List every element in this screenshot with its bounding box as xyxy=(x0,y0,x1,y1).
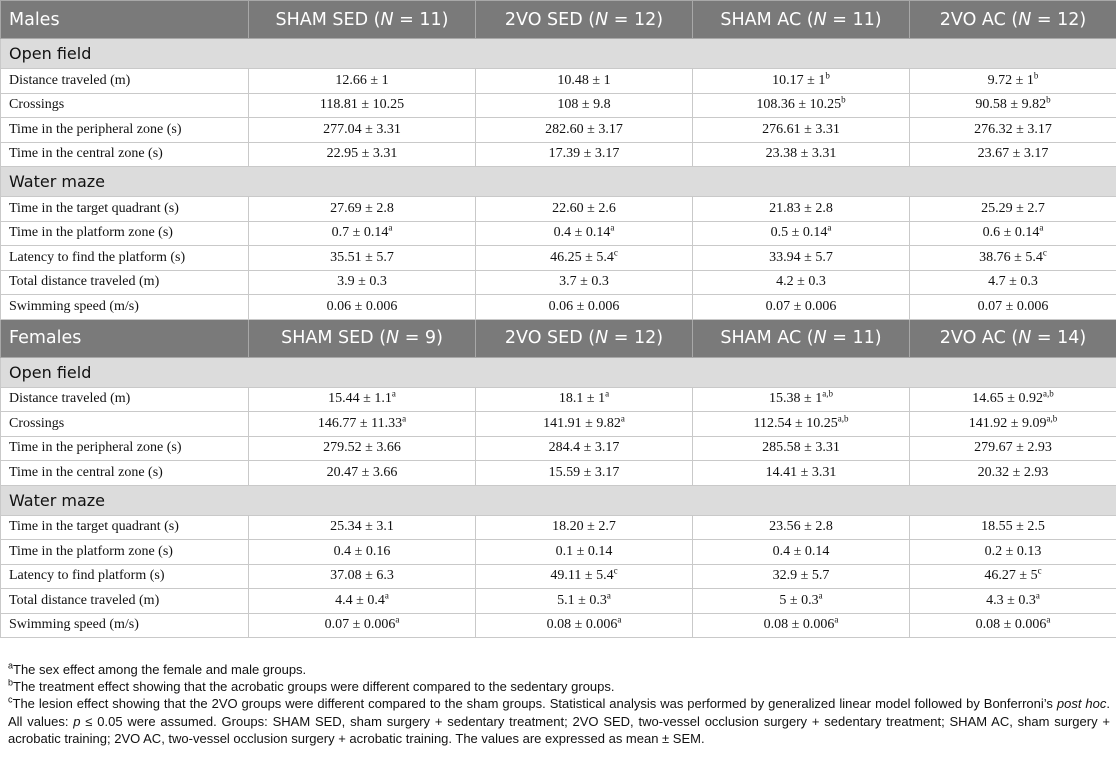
value-cell xyxy=(910,142,1116,167)
value: 9.72 ± 1 xyxy=(987,72,1034,88)
value-cell xyxy=(249,461,476,486)
table-row xyxy=(1,246,1116,271)
row-label: Crossings xyxy=(1,412,249,437)
value: 10.17 ± 1 xyxy=(772,72,826,88)
value: 20.32 ± 2.93 xyxy=(977,464,1049,480)
value-cell xyxy=(910,436,1116,461)
value-cell xyxy=(249,515,476,540)
value: 15.38 ± 1 xyxy=(769,391,823,407)
value-cell xyxy=(693,221,910,246)
n-close: ) xyxy=(436,328,443,348)
row-label: Total distance traveled (m) xyxy=(1,270,249,295)
value-cell xyxy=(476,564,693,589)
significance-mark: a xyxy=(388,222,393,233)
value-cell xyxy=(693,613,910,638)
value-cell xyxy=(476,613,693,638)
value: 49.11 ± 5.4 xyxy=(550,568,614,584)
n-letter: N xyxy=(1018,9,1032,30)
value-cell xyxy=(910,461,1116,486)
value: 118.81 ± 10.25 xyxy=(319,97,405,113)
value: 20.47 ± 3.66 xyxy=(326,464,398,480)
n-count: 14 xyxy=(1057,328,1080,348)
value-cell xyxy=(249,118,476,143)
value-cell xyxy=(249,246,476,271)
value-cell xyxy=(476,142,693,167)
value-cell xyxy=(249,436,476,461)
value-cell xyxy=(693,540,910,565)
value: 0.7 ± 0.14 xyxy=(331,225,389,241)
group-name: 2VO SED ( xyxy=(504,328,596,348)
significance-mark: a,b xyxy=(1046,413,1058,424)
n-letter: N xyxy=(595,328,609,348)
value-cell xyxy=(693,118,910,143)
value-cell xyxy=(910,387,1116,412)
footnote-b: $^b$The treatment effect showing that the acrobatic groups were different compared to the sedentary groups. xyxy=(8,677,615,695)
column-header xyxy=(249,319,476,357)
section-row xyxy=(1,167,1116,197)
value-cell xyxy=(910,118,1116,143)
row-label: Time in the central zone (s) xyxy=(1,461,249,486)
value: 14.41 ± 3.31 xyxy=(765,464,837,480)
value: 3.7 ± 0.3 xyxy=(559,274,609,290)
value: 18.1 ± 1 xyxy=(558,391,606,407)
value: 279.67 ± 2.93 xyxy=(974,440,1052,456)
row-label: Time in the peripheral zone (s) xyxy=(1,118,249,143)
value-cell xyxy=(249,270,476,295)
n-close: ) xyxy=(874,9,882,30)
significance-mark: b xyxy=(1033,70,1039,81)
value: 35.51 ± 5.7 xyxy=(330,249,394,265)
table-row xyxy=(1,221,1116,246)
value: 285.58 ± 3.31 xyxy=(762,440,840,456)
n-equals: = xyxy=(399,328,425,348)
value-cell xyxy=(910,246,1116,271)
significance-mark: a xyxy=(1046,614,1051,625)
value-cell xyxy=(693,142,910,167)
significance-mark: b xyxy=(841,94,846,105)
row-label: Time in the platform zone (s) xyxy=(1,540,249,565)
significance-mark: a xyxy=(605,388,610,399)
value: 17.39 ± 3.17 xyxy=(548,146,620,162)
value: 5 ± 0.3 xyxy=(779,592,819,608)
footnote-a: $^a$The sex effect among the female and male groups. xyxy=(8,660,307,677)
value-cell xyxy=(910,564,1116,589)
n-equals: = xyxy=(826,9,853,30)
value-cell xyxy=(476,436,693,461)
value-cell xyxy=(476,540,693,565)
value-cell xyxy=(249,69,476,94)
value: 12.66 ± 1 xyxy=(335,72,389,88)
value-cell xyxy=(693,387,910,412)
value: 5.1 ± 0.3 xyxy=(557,592,607,608)
row-label: Time in the platform zone (s) xyxy=(1,221,249,246)
significance-mark: a xyxy=(402,413,407,424)
row-label: Swimming speed (m/s) xyxy=(1,613,249,638)
row-label: Latency to find the platform (s) xyxy=(1,246,249,271)
value: 22.95 ± 3.31 xyxy=(326,146,398,162)
value: 23.56 ± 2.8 xyxy=(769,519,833,535)
value: 279.52 ± 3.66 xyxy=(323,440,401,456)
n-equals: = xyxy=(1031,9,1058,30)
value: 108 ± 9.8 xyxy=(557,97,611,113)
n-equals: = xyxy=(393,9,420,30)
footnotes xyxy=(8,661,1110,747)
value: 276.61 ± 3.31 xyxy=(762,121,840,137)
table-row xyxy=(1,93,1116,118)
significance-mark: a xyxy=(395,614,400,625)
n-letter: N xyxy=(380,9,394,30)
value: 141.92 ± 9.09 xyxy=(968,415,1047,431)
value-cell xyxy=(249,564,476,589)
n-close: ) xyxy=(441,9,449,30)
value: 0.08 ± 0.006 xyxy=(763,617,835,633)
value-cell xyxy=(910,540,1116,565)
value: 3.9 ± 0.3 xyxy=(337,274,387,290)
females-header-row xyxy=(1,319,1116,357)
value: 22.60 ± 2.6 xyxy=(552,200,616,216)
value-cell xyxy=(910,589,1116,614)
value: 23.67 ± 3.17 xyxy=(977,146,1049,162)
value-cell xyxy=(476,93,693,118)
row-label: Crossings xyxy=(1,93,249,118)
significance-mark: a xyxy=(834,614,839,625)
row-label: Time in the peripheral zone (s) xyxy=(1,436,249,461)
value-cell xyxy=(476,589,693,614)
value-cell xyxy=(693,93,910,118)
n-count: 9 xyxy=(424,328,437,348)
value-cell xyxy=(249,540,476,565)
value-cell xyxy=(693,564,910,589)
value: 0.07 ± 0.006 xyxy=(324,617,396,633)
value: 14.65 ± 0.92 xyxy=(972,391,1043,407)
n-letter: N xyxy=(813,328,827,348)
n-close: ) xyxy=(1079,9,1087,30)
value-cell xyxy=(476,270,693,295)
section-title: Open field xyxy=(1,39,1116,69)
value-cell xyxy=(249,589,476,614)
significance-mark: b xyxy=(1046,94,1051,105)
value: 25.29 ± 2.7 xyxy=(981,200,1045,216)
n-equals: = xyxy=(608,9,634,30)
value-cell xyxy=(249,412,476,437)
value: 0.5 ± 0.14 xyxy=(770,225,828,241)
n-letter: N xyxy=(386,328,400,348)
n-count: 12 xyxy=(1057,9,1080,30)
value: 18.20 ± 2.7 xyxy=(552,519,616,535)
n-equals: = xyxy=(826,328,853,348)
value: 15.59 ± 3.17 xyxy=(548,464,620,480)
value: 10.48 ± 1 xyxy=(557,72,611,88)
value-cell xyxy=(693,589,910,614)
table-row xyxy=(1,387,1116,412)
value: 282.60 ± 3.17 xyxy=(545,121,623,137)
value-cell xyxy=(476,515,693,540)
value: 27.69 ± 2.8 xyxy=(330,200,394,216)
value: 32.9 ± 5.7 xyxy=(772,568,830,584)
value: 0.4 ± 0.14 xyxy=(553,225,611,241)
value: 90.58 ± 9.82 xyxy=(975,97,1047,113)
value-cell xyxy=(476,246,693,271)
males-label: Males xyxy=(1,1,249,39)
value-cell xyxy=(249,93,476,118)
n-close: ) xyxy=(874,328,882,348)
value-cell xyxy=(693,69,910,94)
significance-mark: a,b xyxy=(1042,388,1054,399)
table-row xyxy=(1,613,1116,638)
value-cell xyxy=(910,412,1116,437)
column-header xyxy=(910,319,1116,357)
value: 108.36 ± 10.25 xyxy=(756,97,842,113)
value: 0.08 ± 0.006 xyxy=(975,617,1047,633)
n-equals: = xyxy=(1031,328,1058,348)
value: 277.04 ± 3.31 xyxy=(323,121,401,137)
value-cell xyxy=(476,387,693,412)
value: 37.08 ± 6.3 xyxy=(330,568,394,584)
value-cell xyxy=(693,246,910,271)
table-row xyxy=(1,589,1116,614)
value: 284.4 ± 3.17 xyxy=(548,440,620,456)
value-cell xyxy=(693,461,910,486)
section-row xyxy=(1,357,1116,387)
row-label: Latency to find platform (s) xyxy=(1,564,249,589)
value-cell xyxy=(910,613,1116,638)
value-cell xyxy=(476,412,693,437)
significance-mark: a xyxy=(606,590,611,601)
value: 112.54 ± 10.25 xyxy=(753,415,838,431)
value-cell xyxy=(910,197,1116,222)
n-close: ) xyxy=(1079,328,1087,348)
value: 18.55 ± 2.5 xyxy=(981,519,1045,535)
significance-mark: b xyxy=(825,70,830,81)
value-cell xyxy=(249,142,476,167)
significance-mark: c xyxy=(1042,247,1047,258)
value-cell xyxy=(476,69,693,94)
value: 21.83 ± 2.8 xyxy=(769,200,833,216)
significance-mark: a xyxy=(1039,222,1044,233)
value: 0.1 ± 0.14 xyxy=(555,543,613,559)
value: 146.77 ± 11.33 xyxy=(317,415,403,431)
n-close: ) xyxy=(656,9,664,30)
value-cell xyxy=(693,436,910,461)
group-name: SHAM AC ( xyxy=(720,328,814,348)
column-header xyxy=(476,1,693,39)
value: 0.2 ± 0.13 xyxy=(984,543,1042,559)
value-cell xyxy=(693,515,910,540)
value-cell xyxy=(476,221,693,246)
row-label: Distance traveled (m) xyxy=(1,387,249,412)
value-cell xyxy=(476,118,693,143)
value: 33.94 ± 5.7 xyxy=(769,249,833,265)
value: 25.34 ± 3.1 xyxy=(330,519,394,535)
value: 4.3 ± 0.3 xyxy=(986,592,1036,608)
value-cell xyxy=(910,295,1116,320)
table-row xyxy=(1,142,1116,167)
value-cell xyxy=(476,295,693,320)
column-header xyxy=(693,319,910,357)
n-letter: N xyxy=(1018,328,1032,348)
section-row xyxy=(1,485,1116,515)
table-row xyxy=(1,69,1116,94)
value-cell xyxy=(476,197,693,222)
significance-mark: a xyxy=(391,388,396,399)
significance-mark: a xyxy=(827,222,832,233)
table-row xyxy=(1,270,1116,295)
column-header xyxy=(910,1,1116,39)
value: 46.27 ± 5 xyxy=(984,568,1038,584)
value: 38.76 ± 5.4 xyxy=(979,249,1043,265)
value: 0.07 ± 0.006 xyxy=(765,298,837,314)
group-name: 2VO SED ( xyxy=(504,9,596,30)
column-header xyxy=(693,1,910,39)
value: 15.44 ± 1.1 xyxy=(328,391,392,407)
value: 276.32 ± 3.17 xyxy=(974,121,1052,137)
n-count: 11 xyxy=(852,328,875,348)
significance-mark: a,b xyxy=(837,413,849,424)
value: 0.4 ± 0.16 xyxy=(333,543,391,559)
value-cell xyxy=(910,221,1116,246)
row-label: Time in the target quadrant (s) xyxy=(1,515,249,540)
value: 23.38 ± 3.31 xyxy=(765,146,837,162)
table-row xyxy=(1,295,1116,320)
footnote-c: $^c$The lesion effect showing that the 2VO groups were different compared to the sham groups. Statistical analysis was performed by generalized linear model followed by Bonferroni’s post hoc. All values: p ≤ 0.05 were assumed. Groups: SHAM SED, sham surgery + sedentary treatment; 2VO SED, two-vessel occlusion surgery + sedentary treatment; SHAM AC, sham surgery + acrobatic training; 2VO AC, two-vessel occlusion surgery + acrobatic training. The values are expressed as mean ± SEM. xyxy=(8,695,1110,746)
value: 0.07 ± 0.006 xyxy=(977,298,1049,314)
value: 0.6 ± 0.14 xyxy=(982,225,1040,241)
females-label: Females xyxy=(1,319,249,357)
value-cell xyxy=(910,515,1116,540)
value-cell xyxy=(693,197,910,222)
value: 0.08 ± 0.006 xyxy=(546,617,618,633)
group-name: SHAM AC ( xyxy=(720,9,814,30)
value: 4.2 ± 0.3 xyxy=(776,274,826,290)
significance-mark: a xyxy=(1035,590,1040,601)
table-row xyxy=(1,197,1116,222)
value: 0.06 ± 0.006 xyxy=(326,298,398,314)
n-letter: N xyxy=(595,9,609,30)
significance-mark: a xyxy=(384,590,389,601)
row-label: Time in the central zone (s) xyxy=(1,142,249,167)
males-header-row xyxy=(1,1,1116,39)
n-count: 12 xyxy=(633,328,657,348)
significance-mark: a,b xyxy=(822,388,833,399)
value-cell xyxy=(693,295,910,320)
value: 4.7 ± 0.3 xyxy=(988,274,1038,290)
table-row xyxy=(1,564,1116,589)
table-row xyxy=(1,515,1116,540)
value: 141.91 ± 9.82 xyxy=(543,415,621,431)
value: 4.4 ± 0.4 xyxy=(335,592,385,608)
column-header xyxy=(476,319,693,357)
significance-mark: a xyxy=(818,590,823,601)
value: 0.06 ± 0.006 xyxy=(548,298,620,314)
n-count: 12 xyxy=(633,9,657,30)
value-cell xyxy=(249,387,476,412)
n-count: 11 xyxy=(852,9,875,30)
row-label: Time in the target quadrant (s) xyxy=(1,197,249,222)
value-cell xyxy=(693,412,910,437)
table-row xyxy=(1,461,1116,486)
table-row xyxy=(1,118,1116,143)
section-title: Open field xyxy=(1,357,1116,387)
significance-mark: c xyxy=(613,565,618,576)
value-cell xyxy=(249,221,476,246)
column-header xyxy=(249,1,476,39)
table-row xyxy=(1,540,1116,565)
group-name: 2VO AC ( xyxy=(939,9,1019,30)
value-cell xyxy=(249,197,476,222)
value-cell xyxy=(693,270,910,295)
value-cell xyxy=(249,295,476,320)
row-label: Swimming speed (m/s) xyxy=(1,295,249,320)
table-row xyxy=(1,436,1116,461)
n-equals: = xyxy=(608,328,634,348)
value: 46.25 ± 5.4 xyxy=(550,249,614,265)
significance-mark: a xyxy=(610,222,615,233)
value: 0.4 ± 0.14 xyxy=(772,543,830,559)
table-row xyxy=(1,412,1116,437)
value-cell xyxy=(910,93,1116,118)
value-cell xyxy=(910,69,1116,94)
section-title: Water maze xyxy=(1,485,1116,515)
value-cell xyxy=(910,270,1116,295)
significance-mark: c xyxy=(613,247,618,258)
group-name: SHAM SED ( xyxy=(275,9,381,30)
section-title: Water maze xyxy=(1,167,1116,197)
value-cell xyxy=(249,613,476,638)
significance-mark: a xyxy=(617,614,622,625)
group-name: 2VO AC ( xyxy=(939,328,1019,348)
value-cell xyxy=(476,461,693,486)
row-label: Total distance traveled (m) xyxy=(1,589,249,614)
n-letter: N xyxy=(813,9,827,30)
significance-mark: c xyxy=(1037,565,1042,576)
row-label: Distance traveled (m) xyxy=(1,69,249,94)
n-close: ) xyxy=(656,328,664,348)
n-count: 11 xyxy=(419,9,442,30)
section-row xyxy=(1,39,1116,69)
group-name: SHAM SED ( xyxy=(281,328,387,348)
significance-mark: a xyxy=(620,413,625,424)
